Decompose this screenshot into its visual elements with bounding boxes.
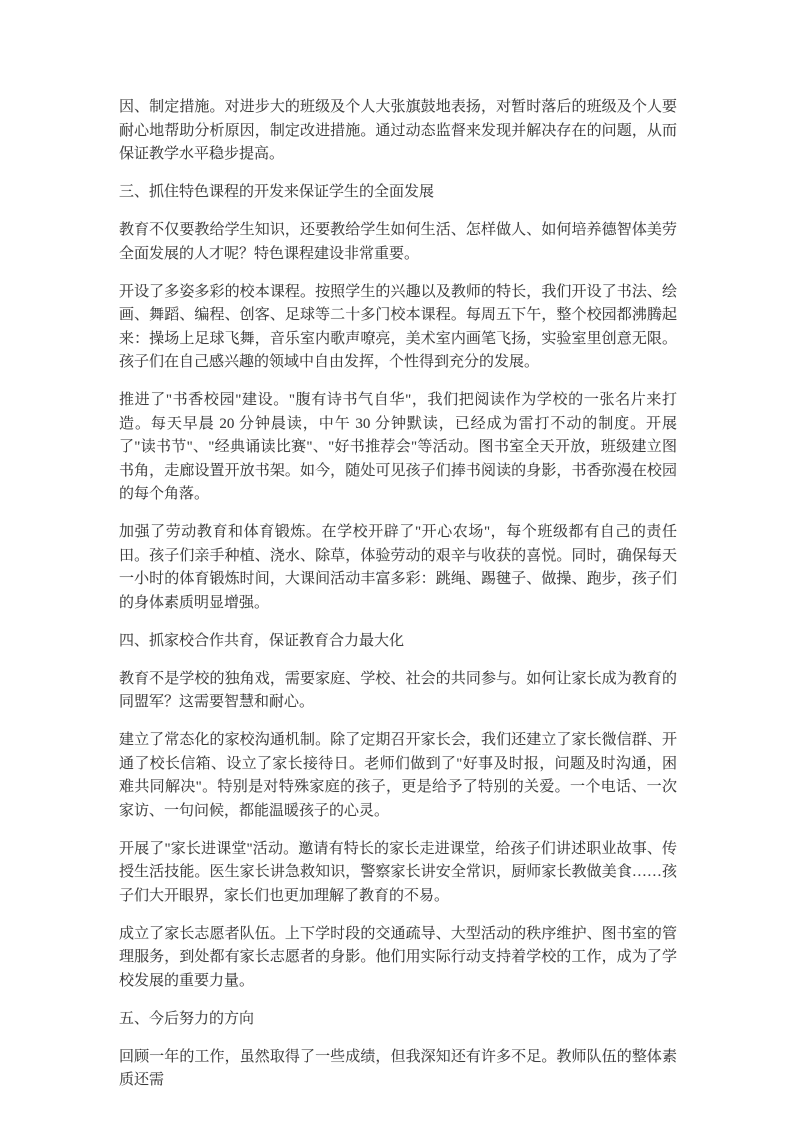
section-heading: 三、抓住特色课程的开发来保证学生的全面发展 [119,184,435,200]
body-paragraph: 开展了"家长进课堂"活动。邀请有特长的家长走进课堂，给孩子们讲述职业故事、传授生活技能。医生家长讲急救知识，警察家长讲安全常识，厨师家长教做美食……孩子们大开眼界，家长们也更加理解了教育的不易。 [119,840,677,904]
body-paragraph: 教育不仅要教给学生知识，还要教给学生如何生活、怎样做人、如何培养德智体美劳全面发展的人才呢？特色课程建设非常重要。 [119,222,677,262]
body-paragraph: 回顾一年的工作，虽然取得了一些成绩，但我深知还有许多不足。教师队伍的整体素质还需 [119,1048,677,1088]
body-paragraph: 开设了多姿多彩的校本课程。按照学生的兴趣以及教师的特长，我们开设了书法、绘画、舞蹈、编程、创客、足球等二十多门校本课程。每周五下午，整个校园都沸腾起来：操场上足球飞舞，音乐室内歌声嘹亮，美术室内画笔飞扬，实验室里创意无限。孩子们在自己感兴趣的领域中自由发挥，个性得到充分的发展。 [119,283,677,370]
body-paragraph: 教育不是学校的独角戏，需要家庭、学校、社会的共同参与。如何让家长成为教育的同盟军？这需要智慧和耐心。 [119,670,677,710]
document-content [119,96,677,1107]
body-paragraph: 成立了家长志愿者队伍。上下学时段的交通疏导、大型活动的秩序维护、图书室的管理服务，到处都有家长志愿者的身影。他们用实际行动支持着学校的工作，成为了学校发展的重要力量。 [119,925,677,989]
body-paragraph: 推进了"书香校园"建设。"腹有诗书气自华"，我们把阅读作为学校的一张名片来打造。每天早晨 20 分钟晨读，中午 30 分钟默读，已经成为雷打不动的制度。开展了"读书节"、"经典诵读比赛"、"好书推荐会"等活动。图书室全天开放，班级建立图书角，走廊设置开放书架。如今，随处可见孩子们捧书阅读的身影，书香弥漫在校园的每个角落。 [119,392,677,502]
section-heading: 四、抓家校合作共育，保证教育合力最大化 [119,632,405,649]
body-paragraph: 加强了劳动教育和体育锻炼。在学校开辟了"开心农场"，每个班级都有自己的责任田。孩子们亲手种植、浇水、除草，体验劳动的艰辛与收获的喜悦。同时，确保每天一小时的体育锻炼时间，大课间活动丰富多彩：跳绳、踢毽子、做操、跑步，孩子们的身体素质明显增强。 [119,524,677,611]
body-paragraph: 建立了常态化的家校沟通机制。除了定期召开家长会，我们还建立了家长微信群、开通了校长信箱、设立了家长接待日。老师们做到了"好事及时报，问题及时沟通，困难共同解决"。特别是对特殊家庭的孩子，更是给予了特别的关爱。一个电话、一次家访、一句问候，都能温暖孩子的心灵。 [119,732,677,819]
body-paragraph: 因、制定措施。对进步大的班级及个人大张旗鼓地表扬，对暂时落后的班级及个人要耐心地帮助分析原因，制定改进措施。通过动态监督来发现并解决存在的问题，从而保证教学水平稳步提高。 [119,99,677,162]
section-heading: 五、今后努力的方向 [119,1010,255,1027]
